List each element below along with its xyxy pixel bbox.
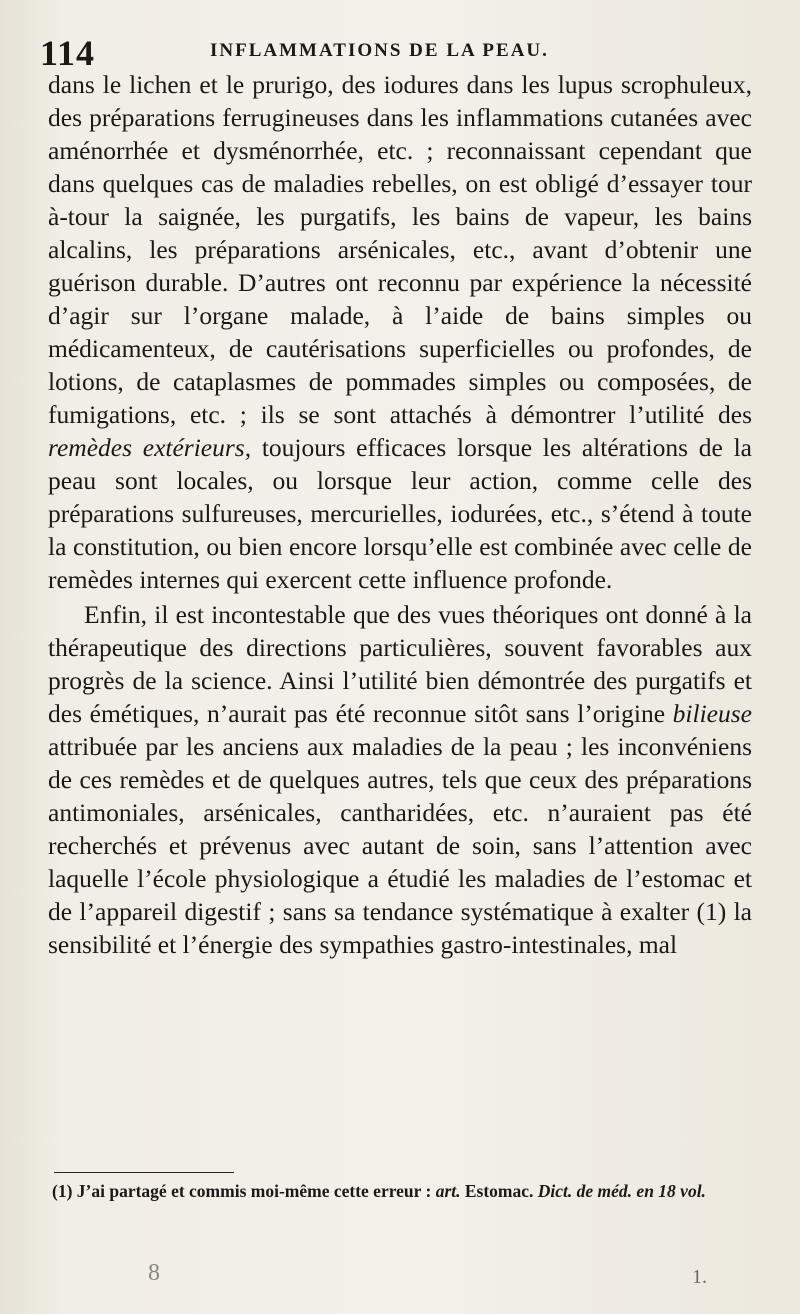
footnote (52, 1180, 752, 1202)
footnote-ref-italic-1: art. (435, 1181, 461, 1201)
body-text (48, 68, 752, 961)
footnote-mark: (1) (52, 1181, 73, 1201)
signature-mark: 8 (148, 1260, 160, 1286)
footnote-text: J’ai partagé et commis moi-même cette erreur : (72, 1181, 436, 1201)
page-header (40, 32, 760, 72)
corner-mark: 1. (692, 1266, 707, 1288)
paragraph-2-end: attribuée par les anciens aux maladies de la peau ; les inconvéniens de ces remèdes et de quelques autres, tels que ceux des préparations antimoniales, arsénicales, cantharidées, etc. n’auraient pas été recherchés et prévenus avec autant de soin, sans l’attention avec laquelle l’école physiologique a étudié les maladies de l’estomac et de l’appareil digestif ; sans sa tendance systématique à exalter (1) la sensibilité et l’énergie des sympathies gastro-intestinales, mal (48, 732, 752, 959)
paragraph-2-start: Enfin, il est incontestable que des vues théoriques ont donné à la thérapeutique des directions particulières, souvent favorables aux progrès de la science. Ainsi l’utilité bien démontrée des purgatifs et des émétiques, n’aurait pas été reconnue sitôt sans l’origine (48, 600, 752, 728)
footnote-ref-plain: Estomac. (460, 1181, 538, 1201)
footnote-rule (54, 1172, 234, 1173)
footnote-ref-italic-2: Dict. de méd. en 18 vol. (537, 1181, 706, 1201)
paragraph-1-start: dans le lichen et le prurigo, des iodures dans les lupus scrophuleux, des préparations ferrugineuses dans les inflammations cutanées avec aménorrhée et dysménorrhée, etc. ; reconnaissant cependant que dans quelques cas de maladies rebelles, on est obligé d’essayer tour à-tour la saignée, les purgatifs, les bains de vapeur, les bains alcalins, les préparations arsénicales, etc., avant d’obtenir une guérison durable. D’autres ont reconnu par expérience la nécessité d’agir sur l’organe malade, à l’aide de bains simples ou médicamenteux, de cautérisations superficielles ou profondes, de lotions, de cataplasmes de pommades simples ou composées, de fumigations, etc. ; ils se sont attachés à démontrer l’utilité des (48, 70, 752, 429)
running-title: INFLAMMATIONS DE LA PEAU. (210, 40, 549, 61)
paragraph-2 (48, 598, 752, 961)
paragraph-1-italic: remèdes extérieurs, (48, 433, 252, 462)
paragraph-1-end: toujours efficaces lorsque les altérations de la peau sont locales, ou lorsque leur action, comme celle des préparations sulfureuses, mercurielles, iodurées, etc., s’étend à toute la constitution, ou bien encore lorsqu’elle est combinée avec celle de remèdes internes qui exercent cette influence profonde. (48, 433, 753, 594)
paragraph-1 (48, 68, 752, 596)
page-number: 114 (40, 33, 96, 73)
paragraph-2-italic: bilieuse (672, 699, 752, 728)
